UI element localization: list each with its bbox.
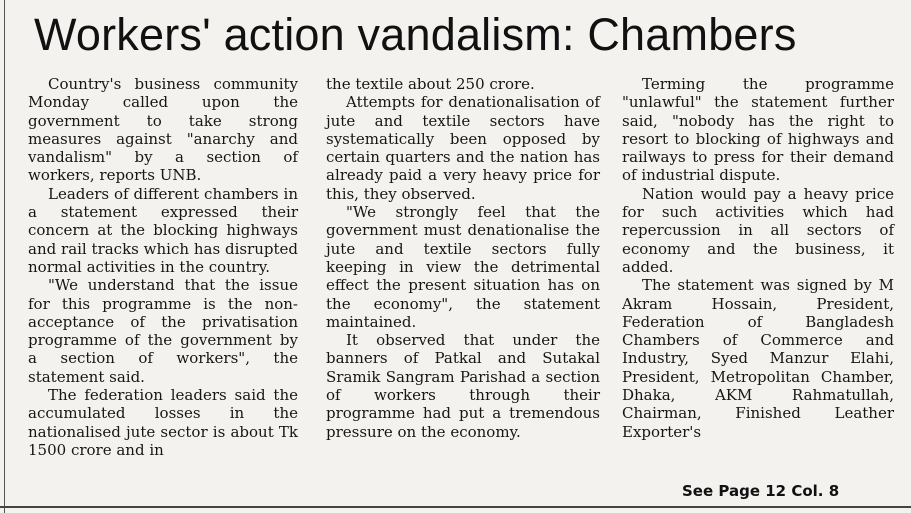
paragraph: Country's business community Monday called upon the government to take strong measures against "anarchy and vandalism" by a section of workers, reports UNB. (28, 75, 298, 185)
paragraph: It observed that under the banners of Patkal and Sutakal Sramik Sangram Parishad a section of workers through their programme had put a tremendous pressure on the economy. (326, 331, 600, 441)
paragraph: Terming the programme "unlawful" the statement further said, "nobody has the right to resort to blocking of highways and railways to press for their demand of industrial dispute. (622, 75, 894, 185)
paragraph: "We understand that the issue for this programme is the non-acceptance of the privatisation programme of the government by a section of workers", the statement said. (28, 276, 298, 386)
paragraph: Nation would pay a heavy price for such activities which had repercussion in all sectors of economy and the business, it added. (622, 184, 894, 276)
left-column-rule (4, 0, 5, 513)
paragraph: The federation leaders said the accumulated losses in the nationalised jute sector is about Tk 1500 crore and in (28, 386, 298, 459)
paragraph: "We strongly feel that the government must denationalise the jute and textile sectors fully keeping in view the detrimental effect the present situation has on the economy", the statement maintained. (326, 203, 600, 331)
continued-on-page-note: See Page 12 Col. 8 (682, 482, 840, 500)
article-column-2 (326, 75, 600, 441)
article-column-3 (622, 75, 894, 441)
paragraph-continuation: the textile about 250 crore. (326, 75, 535, 93)
article-column-1 (28, 75, 298, 459)
paragraph: The statement was signed by M Akram Hossain, President, Federation of Bangladesh Chambers of Commerce and Industry, Syed Manzur Elahi, President, Metropolitan Chamber, Dhaka, AKM Rahmatullah, Chairman, Finished Leather Exporter's (622, 276, 894, 441)
paragraph: Attempts for denationalisation of jute and textile sectors have systematically been opposed by certain quarters and the nation has already paid a very heavy price for this, they observed. (326, 93, 600, 203)
headline: Workers' action vandalism: Chambers (34, 9, 797, 60)
paragraph: Leaders of different chambers in a statement expressed their concern at the blocking highways and rail tracks which has disrupted normal activities in the country. (28, 184, 298, 276)
bottom-rule (0, 506, 911, 508)
